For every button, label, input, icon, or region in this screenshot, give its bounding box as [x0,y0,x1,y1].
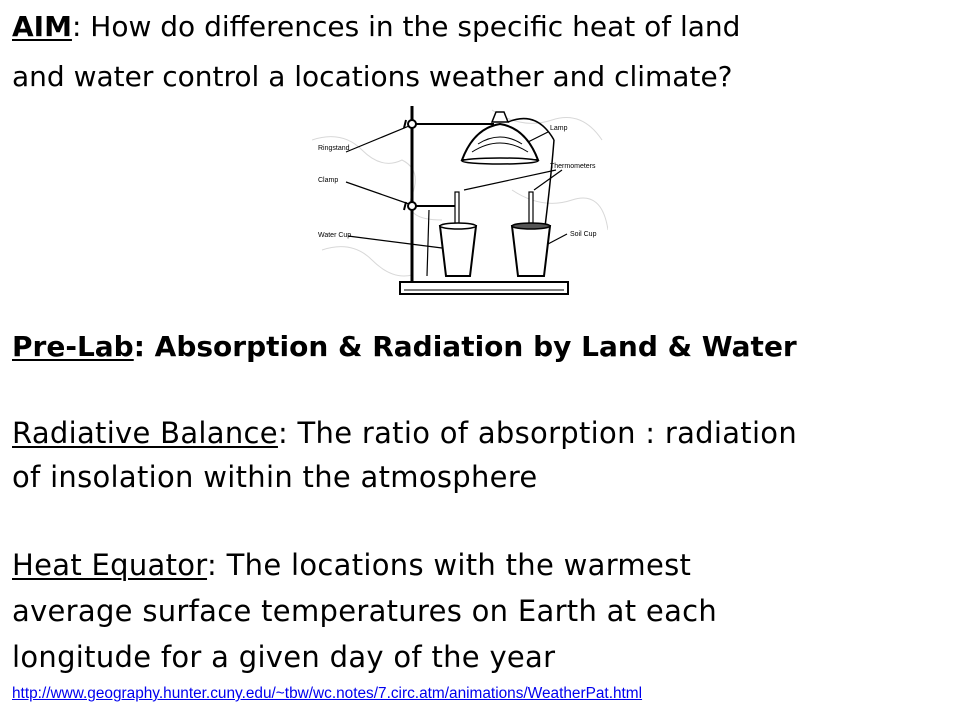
thermometers-label: Thermometers [550,163,596,170]
heat-equator-line-2: average surface temperatures on Earth at each [12,594,718,628]
soil-cup [512,226,550,276]
lamp-icon [462,124,538,160]
radiative-balance-definition-1: : The ratio of absorption : radiation [277,416,798,450]
radiative-balance-term: Radiative Balance [12,416,278,450]
heat-equator-term: Heat Equator [12,548,208,582]
aim-line-2: and water control a locations weather and climate? [12,60,733,93]
prelab-heading [12,330,797,363]
prelab-label: Pre-Lab [12,330,134,363]
ringstand-label: Ringstand [318,145,350,152]
ringstand-base [400,282,568,294]
aim-question-part-1: : How do differences in the specific heat of land [71,10,741,43]
lab-apparatus-diagram [312,100,608,310]
lamp-label: Lamp [550,125,568,132]
radiative-balance-line-2: of insolation within the atmosphere [12,460,538,494]
prelab-title: : Absorption & Radiation by Land & Water [133,330,797,363]
heat-equator-line-3: longitude for a given day of the year [12,640,556,674]
heat-equator-line-1 [12,548,691,582]
heat-equator-definition-1: : The locations with the warmest [207,548,692,582]
water-cup [440,226,476,276]
weather-pattern-animation-link[interactable]: http://www.geography.hunter.cuny.edu/~tbw/wc.notes/7.circ.atm/animations/WeatherPat.html [12,685,643,702]
aim-line-1 [12,10,740,43]
water-cup-label: Water Cup [318,232,352,239]
radiative-balance-line-1 [12,416,797,450]
aim-label: AIM [12,10,72,43]
soil-cup-label: Soil Cup [570,231,597,238]
clamp-label: Clamp [318,177,339,184]
